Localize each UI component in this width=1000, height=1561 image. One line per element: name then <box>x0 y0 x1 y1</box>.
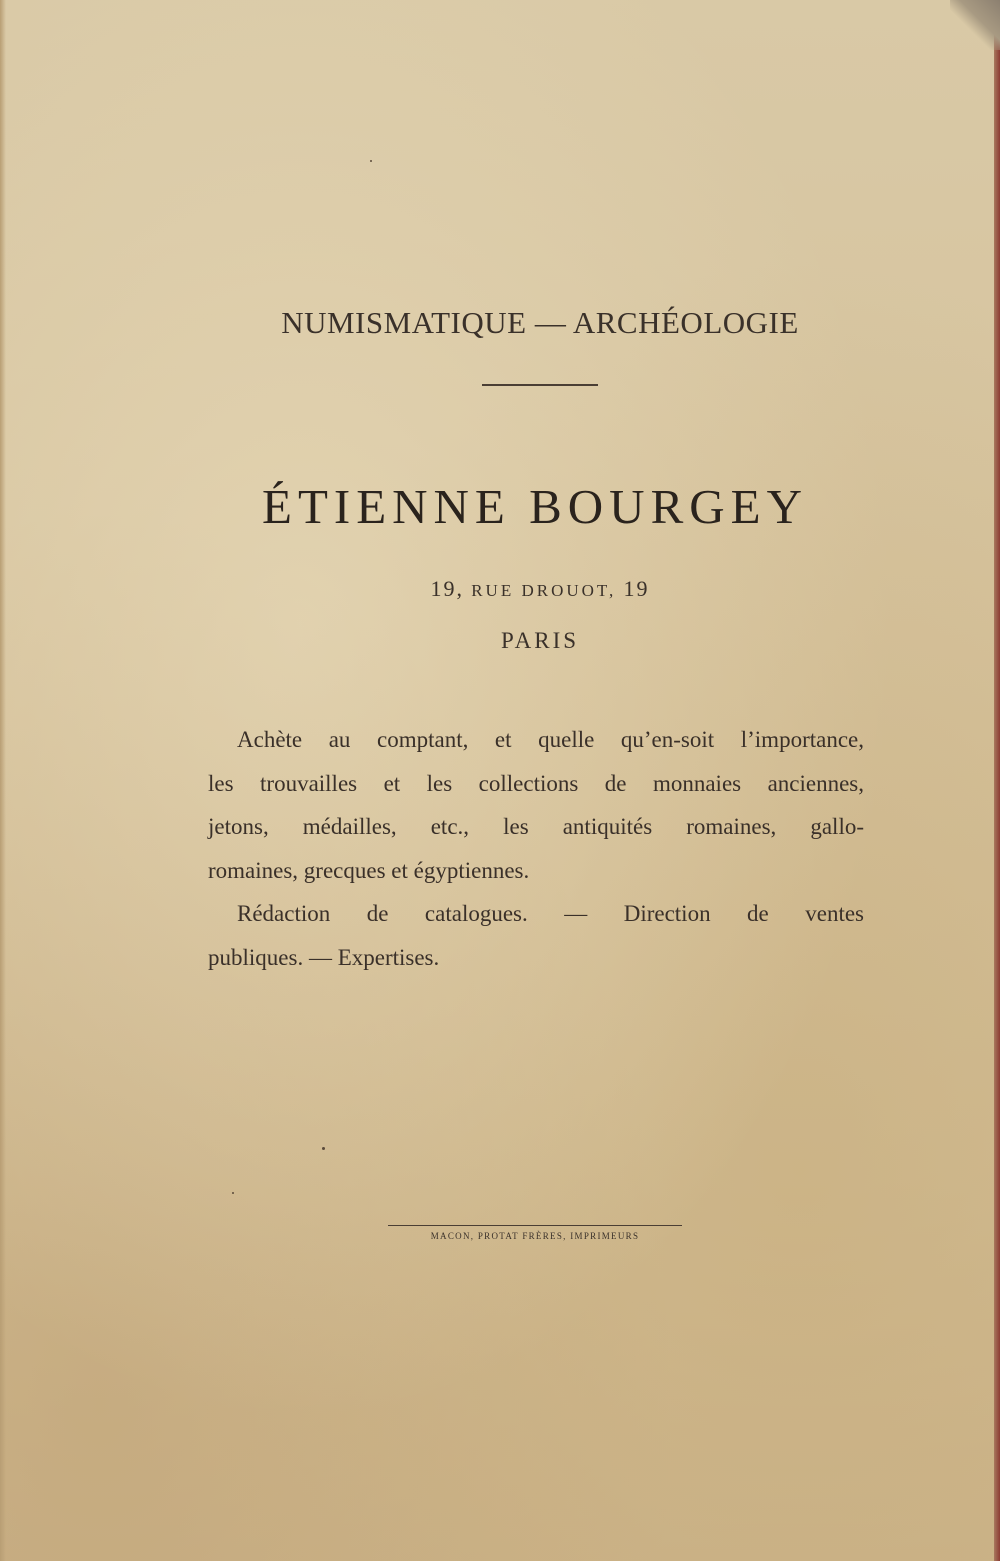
paper-speck <box>232 1192 234 1194</box>
paper-speck <box>370 160 372 162</box>
body-line: les trouvailles et les collections de monnaies anciennes, <box>208 770 864 796</box>
body-line: romaines, grecques et égyptiennes. <box>208 857 530 883</box>
body-line: Rédaction de catalogues. — Direction de ventes <box>237 901 864 926</box>
body-text <box>208 718 864 979</box>
body-line: Achète au comptant, et quelle qu’en-soit l’importance, <box>237 727 864 752</box>
city-name: PARIS <box>500 628 580 653</box>
address-street: RUE DROUOT, <box>471 581 617 600</box>
cover-binding-edge <box>994 0 1000 1561</box>
body-line: publiques. — Expertises. <box>208 944 440 970</box>
paragraph-services <box>208 892 864 979</box>
heading-divider <box>482 384 598 386</box>
street-address <box>0 576 1000 602</box>
body-line: jetons, médailles, etc., les antiquités romaines, gallo- <box>208 814 864 839</box>
footer-divider <box>388 1225 682 1226</box>
corner-fold <box>950 0 1000 50</box>
address-number-left: 19, <box>430 576 464 601</box>
paragraph-purchases <box>208 718 864 892</box>
dealer-name: ÉTIENNE BOURGEY <box>262 479 808 534</box>
printer-imprint: MACON, PROTAT FRÈRES, IMPRIMEURS <box>430 1231 640 1241</box>
paper-speck <box>322 1147 325 1150</box>
subject-heading: NUMISMATIQUE — ARCHÉOLOGIE <box>281 305 799 340</box>
address-number-right: 19 <box>623 576 650 601</box>
page-left-edge <box>0 0 6 1561</box>
